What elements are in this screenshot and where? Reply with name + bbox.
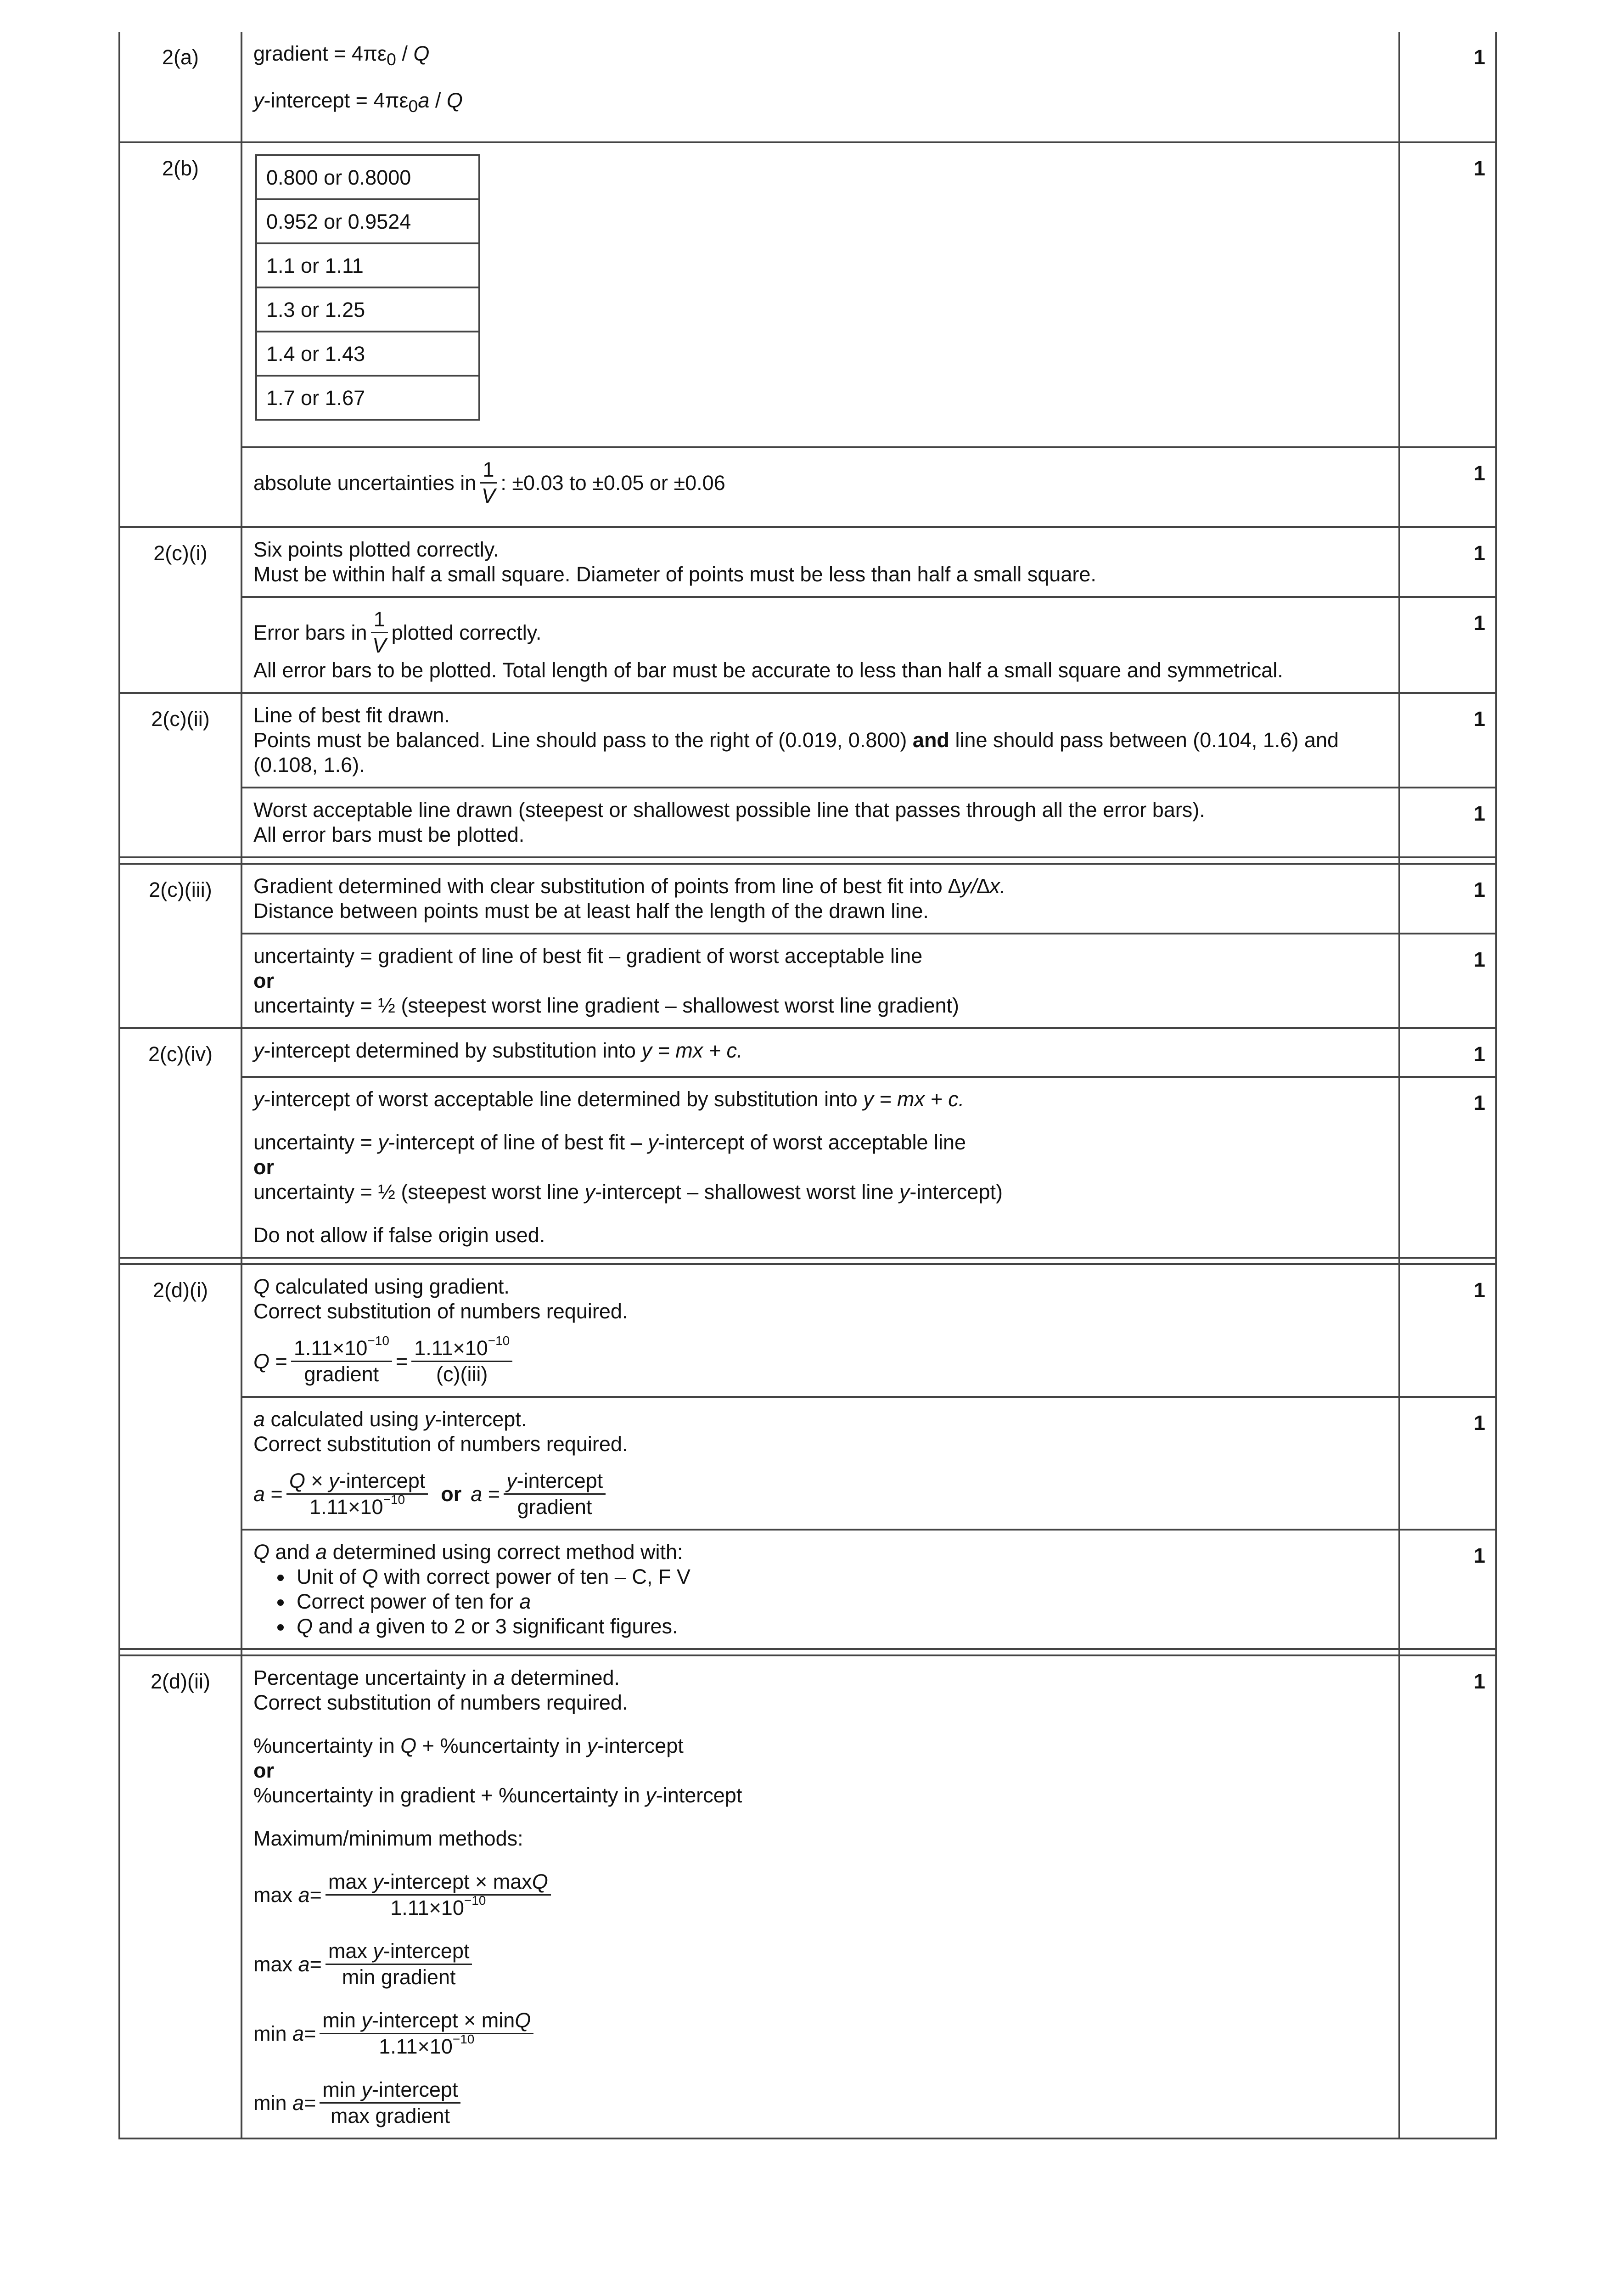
values-table — [255, 154, 480, 421]
question-number: 2(c)(iii) — [119, 864, 241, 1028]
fraction: $\frac{1.11\times 10^{-10}}{\text{gradient}}$ — [291, 1336, 392, 1387]
mark-cell: 1 — [1399, 527, 1496, 597]
question-number: 2(b) — [119, 142, 241, 527]
answer-line: absolute uncertainties in $\frac{1}{V}$ : ±0.03 to ±0.05 or ±0.06 — [253, 458, 725, 507]
row-2b — [119, 142, 1496, 447]
value-cell: 1.4 or 1.43 — [256, 332, 479, 376]
answer-line: All error bars to be plotted. Total length of bar must be accurate to less than half a small square and symmetrical. — [253, 658, 1283, 682]
mark-cell: 1 — [1399, 864, 1496, 934]
equation: min a = $\frac{\text{min y-intercept}}{\text{max gradient}}$ — [253, 2077, 1387, 2128]
answer-cell — [241, 527, 1399, 597]
row-2civ-worst — [119, 1077, 1496, 1258]
question-number: 2(c)(i) — [119, 527, 241, 693]
fraction: $\frac{\text{y-intercept}}{\text{gradient}}$ — [504, 1469, 606, 1519]
row-2di — [119, 1264, 1496, 1397]
section-separator — [119, 857, 1496, 864]
answer-cell — [241, 1077, 1399, 1258]
mark-cell: 1 — [1399, 1397, 1496, 1530]
or-keyword: or — [253, 969, 274, 992]
answer-line: uncertainty = ½ (steepest worst line y-intercept – shallowest worst line y-intercept) — [253, 1180, 1003, 1204]
question-number: 2(d)(ii) — [119, 1655, 241, 2138]
answer-line: %uncertainty in Q + %uncertainty in y-intercept — [253, 1734, 684, 1757]
section-separator — [119, 1649, 1496, 1655]
row-2ci-errorbars — [119, 597, 1496, 693]
answer-line: Must be within half a small square. Diameter of points must be less than half a small square. — [253, 563, 1096, 586]
answer-line: Six points plotted correctly. — [253, 538, 499, 561]
mark-cell: 1 — [1399, 1655, 1496, 2138]
row-2b-uncertainty — [119, 447, 1496, 527]
answer-cell — [241, 1028, 1399, 1077]
answer-line: Maximum/minimum methods: — [253, 1827, 523, 1850]
question-number: 2(c)(iv) — [119, 1028, 241, 1258]
answer-line: Error bars in $\frac{1}{V}$ plotted correctly. — [253, 608, 542, 657]
answer-line: Percentage uncertainty in a determined. — [253, 1666, 620, 1689]
mark-cell: 1 — [1399, 1264, 1496, 1397]
fraction: $\frac{1}{V}$ — [371, 607, 388, 658]
row-2di-criteria — [119, 1530, 1496, 1649]
row-2ci — [119, 527, 1496, 597]
value-cell: 0.952 or 0.9524 — [256, 199, 479, 243]
mark-cell: 1 — [1399, 1028, 1496, 1077]
answer-line: uncertainty = gradient of line of best fit – gradient of worst acceptable line — [253, 944, 923, 968]
criteria-list — [253, 1564, 1387, 1639]
row-2dii — [119, 1655, 1496, 2138]
value-cell: 1.7 or 1.67 — [256, 376, 479, 420]
mark-cell: 1 — [1399, 447, 1496, 527]
answer-cell — [241, 934, 1399, 1028]
answer-cell — [241, 1530, 1399, 1649]
answer-line: Correct substitution of numbers required. — [253, 1432, 628, 1456]
answer-cell — [241, 864, 1399, 934]
answer-line: y-intercept determined by substitution into y = mx + c. — [253, 1039, 743, 1062]
answer-line: Line of best fit drawn. — [253, 703, 450, 727]
equation: max a = $\frac{\text{max y-intercept × maxQ}}{1.11\times 10^{-10}}$ — [253, 1869, 1387, 1920]
answer-line: y-intercept = $4\pi\varepsilon_0a$ / Q — [253, 89, 463, 116]
list-item: • Correct power of ten for a — [293, 1589, 1387, 1614]
value-cell: 1.3 or 1.25 — [256, 287, 479, 332]
mark-cell: 1 — [1399, 1530, 1496, 1649]
answer-line: Q and a determined using correct method with: — [253, 1540, 683, 1564]
list-item: • Q and a given to 2 or 3 significant figures. — [293, 1614, 1387, 1639]
value-cell: 1.1 or 1.11 — [256, 243, 479, 287]
row-2ciii-uncertainty — [119, 934, 1496, 1028]
answer-line: Correct substitution of numbers required. — [253, 1691, 628, 1714]
row-2di-a — [119, 1397, 1496, 1530]
or-keyword: or — [441, 1482, 462, 1506]
mark-cell: 1 — [1399, 934, 1496, 1028]
fraction: $\frac{\text{max y-intercept × maxQ}}{1.11\times 10^{-10}}$ — [326, 1869, 551, 1920]
answer-line: y-intercept of worst acceptable line determined by substitution into y = mx + c. — [253, 1087, 965, 1111]
fraction: $\frac{\text{min y-intercept}}{\text{max gradient}}$ — [320, 2077, 460, 2128]
fraction: $\frac{1}{V}$ — [480, 457, 497, 508]
mark-cell: 1 — [1399, 597, 1496, 693]
answer-line: Gradient determined with clear substitution of points from line of best fit into ∆y/∆x. — [253, 874, 1006, 898]
answer-line: Points must be balanced. Line should pass to the right of (0.019, 0.800) and line should pass between (0.104, 1.6) and (0.108, 1.6). — [253, 728, 1339, 777]
row-2ciii — [119, 864, 1496, 934]
row-2a — [119, 32, 1496, 142]
answer-cell — [241, 1655, 1399, 2138]
row-2cii — [119, 693, 1496, 788]
fraction: $\frac{\text{min y-intercept × minQ}}{1.11\times 10^{-10}}$ — [320, 2008, 533, 2059]
mark-scheme-table — [118, 32, 1497, 2139]
or-keyword: or — [253, 1155, 274, 1179]
equation: a = $\frac{\text{Q × y-intercept}}{1.11\times 10^{-10}}$ or a = $\frac{\text{y-intercept}}{\text{gradient}}$ — [253, 1469, 1387, 1519]
answer-line: Correct substitution of numbers required. — [253, 1300, 628, 1323]
mark-cell: 1 — [1399, 142, 1496, 447]
answer-line: uncertainty = y-intercept of line of best fit – y-intercept of worst acceptable line — [253, 1131, 966, 1154]
answer-line: All error bars must be plotted. — [253, 823, 525, 846]
mark-cell: 1 — [1399, 788, 1496, 857]
list-item: • Unit of Q with correct power of ten – C, F V — [293, 1564, 1387, 1589]
answer-cell — [241, 1264, 1399, 1397]
answer-line: Distance between points must be at least half the length of the drawn line. — [253, 899, 929, 923]
row-2civ — [119, 1028, 1496, 1077]
answer-line: Worst acceptable line drawn (steepest or shallowest possible line that passes through all the error bars). — [253, 798, 1205, 822]
question-number: 2(d)(i) — [119, 1264, 241, 1649]
section-separator — [119, 1258, 1496, 1264]
answer-cell — [241, 142, 1399, 447]
question-number: 2(a) — [119, 32, 241, 142]
answer-cell — [241, 597, 1399, 693]
fraction: $\frac{\text{Q × y-intercept}}{1.11\times 10^{-10}}$ — [286, 1469, 428, 1519]
answer-cell — [241, 693, 1399, 788]
answer-cell — [241, 32, 1399, 142]
answer-line: a calculated using y-intercept. — [253, 1407, 527, 1431]
or-keyword: or — [253, 1759, 274, 1782]
answer-line: %uncertainty in gradient + %uncertainty in y-intercept — [253, 1784, 742, 1807]
answer-cell — [241, 447, 1399, 527]
equation: Q = $\frac{1.11\times 10^{-10}}{\text{gradient}}$ = $\frac{1.11\times 10^{-10}}{\text{(c)(iii)}}$ — [253, 1336, 1387, 1387]
answer-cell — [241, 1397, 1399, 1530]
fraction: $\frac{\text{max y-intercept}}{\text{min gradient}}$ — [326, 1939, 472, 1990]
answer-line: Q calculated using gradient. — [253, 1275, 510, 1298]
answer-line: gradient = $4\pi\varepsilon_0$ / Q — [253, 42, 430, 69]
equation: max a = $\frac{\text{max y-intercept}}{\text{min gradient}}$ — [253, 1939, 1387, 1990]
value-cell: 0.800 or 0.8000 — [256, 155, 479, 199]
row-2cii-worst — [119, 788, 1496, 857]
answer-line: uncertainty = ½ (steepest worst line gradient – shallowest worst line gradient) — [253, 994, 960, 1017]
question-number: 2(c)(ii) — [119, 693, 241, 857]
answer-line: Do not allow if false origin used. — [253, 1223, 545, 1247]
answer-cell — [241, 788, 1399, 857]
mark-cell: 1 — [1399, 1077, 1496, 1258]
fraction: $\frac{1.11\times 10^{-10}}{\text{(c)(iii)}}$ — [411, 1336, 512, 1387]
mark-cell: 1 — [1399, 32, 1496, 142]
equation: min a = $\frac{\text{min y-intercept × minQ}}{1.11\times 10^{-10}}$ — [253, 2008, 1387, 2059]
mark-cell: 1 — [1399, 693, 1496, 788]
